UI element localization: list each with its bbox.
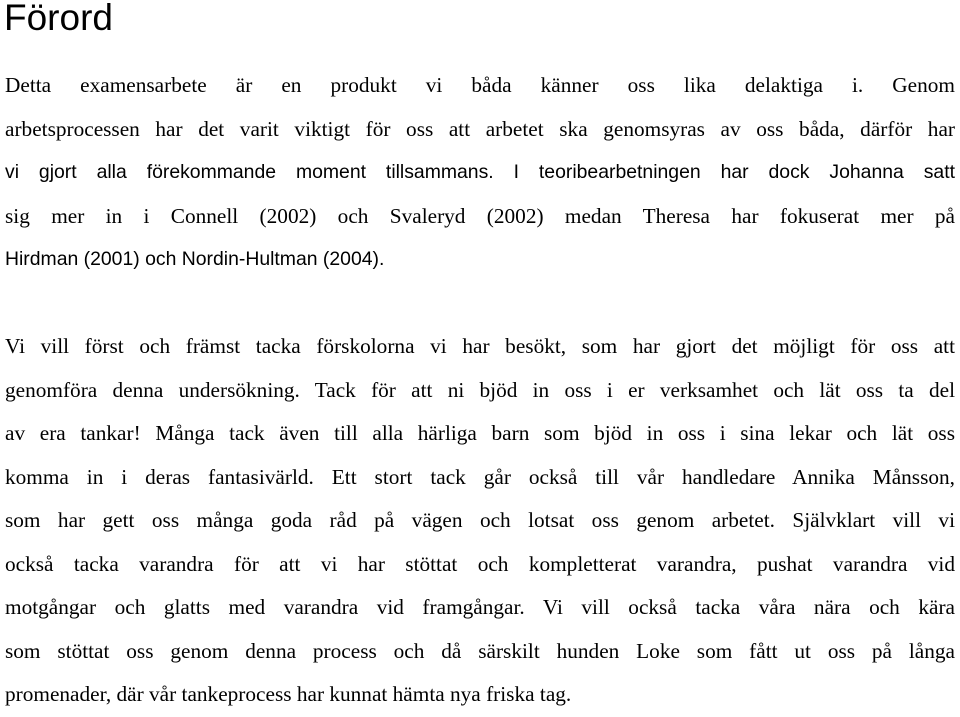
text-line: som stöttat oss genom denna process och då särskilt hunden Loke som fått ut oss på långa — [5, 638, 955, 663]
text-line: Hirdman (2001) och Nordin-Hultman (2004). — [5, 248, 385, 270]
text-line: motgångar och glatts med varandra vid framgångar. Vi vill också tacka våra nära och kära — [5, 595, 955, 619]
page-title: Förord — [4, 0, 113, 38]
text-line: också tacka varandra för att vi har stöttat och kompletterat varandra, pushat varandra vid — [5, 551, 955, 576]
text-line: genomföra denna undersökning. Tack för att ni bjöd in oss i er verksamhet och lät oss ta del — [5, 377, 955, 402]
paragraph-process — [5, 64, 955, 282]
text-line: som har gett oss många goda råd på vägen och lotsat oss genom arbetet. Självklart vill vi — [5, 508, 955, 532]
text-line: Vi vill först och främst tacka förskolorna vi har besökt, som har gjort det möjligt för oss att — [5, 334, 955, 358]
text-line: Detta examensarbete är en produkt vi båda känner oss lika delaktiga i. Genom — [5, 73, 955, 97]
text-line: promenader, där vår tankeprocess har kunnat hämta nya friska tag. — [5, 682, 572, 706]
text-line: vi gjort alla förekommande moment tillsammans. I teoribearbetningen har dock Johanna satt — [5, 161, 955, 183]
text-line: arbetsprocessen har det varit viktigt för oss att arbetet ska genomsyras av oss båda, därför har — [5, 116, 955, 141]
text-line: sig mer in i Connell (2002) och Svaleryd (2002) medan Theresa har fokuserat mer på — [5, 203, 955, 228]
paragraph-acknowledgements — [5, 325, 955, 717]
text-line: komma in i deras fantasivärld. Ett stort tack går också till vår handledare Annika Månsson, — [5, 464, 955, 489]
text-line: av era tankar! Många tack även till alla härliga barn som bjöd in oss i sina lekar och lät oss — [5, 421, 955, 445]
